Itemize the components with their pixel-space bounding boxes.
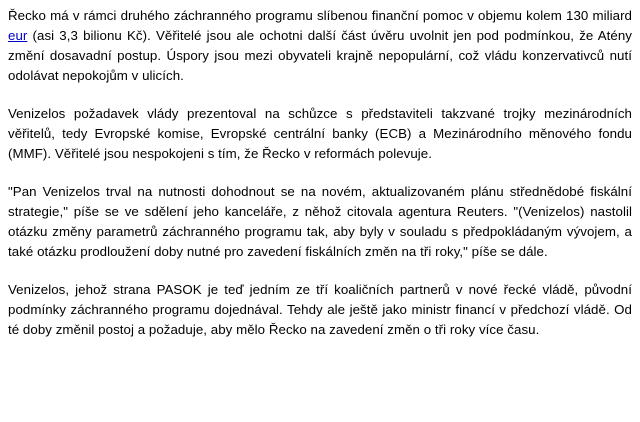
eur-link[interactable]: eur bbox=[8, 28, 28, 43]
paragraph-1-text-after-link: (asi 3,3 bilionu Kč). Věřitelé jsou ale ochotni další část úvěru uvolnit jen pod podmínkou, že Atény změní dosavadní postup. Úspory jsou mezi obyvateli krajně nepopulární, což vládu konzervativců nutí odolávat nepokojům v ulicích. bbox=[8, 28, 632, 83]
paragraph-2 bbox=[8, 104, 632, 164]
paragraph-3 bbox=[8, 182, 632, 262]
paragraph-2-text: Venizelos požadavek vlády prezentoval na schůzce s představiteli takzvané trojky mezinárodních věřitelů, tedy Evropské komise, Evropské centrální banky (ECB) a Mezinárodního měnového fondu (MMF). Věřitelé jsou nespokojeni s tím, že Řecko v reformách polevuje. bbox=[8, 106, 632, 161]
paragraph-3-text: "Pan Venizelos trval na nutnosti dohodnout se na novém, aktualizovaném plánu střednědobé fiskální strategie," píše se ve sdělení jeho kanceláře, z něhož citovala agentura Reuters. "(Venizelos) nastolil otázku změny parametrů záchranného programu tak, aby byly v souladu s předpokládaným vývojem, a také otázku prodloužení doby nutné pro zavedení fiskálních změn na tři roky," píše se dále. bbox=[8, 184, 632, 259]
paragraph-4-text: Venizelos, jehož strana PASOK je teď jedním ze tří koaličních partnerů v nové řecké vládě, původní podmínky záchranného programu dojednával. Tehdy ale ještě jako ministr financí v předchozí vládě. Od té doby změnil postoj a požaduje, aby mělo Řecko na zavedení změn o tři roky více času. bbox=[8, 282, 632, 337]
paragraph-4 bbox=[8, 280, 632, 340]
paragraph-1-text-before-link: Řecko má v rámci druhého záchranného programu slíbenou finanční pomoc v objemu kolem 130 miliard bbox=[8, 8, 632, 23]
paragraph-1 bbox=[8, 6, 632, 86]
